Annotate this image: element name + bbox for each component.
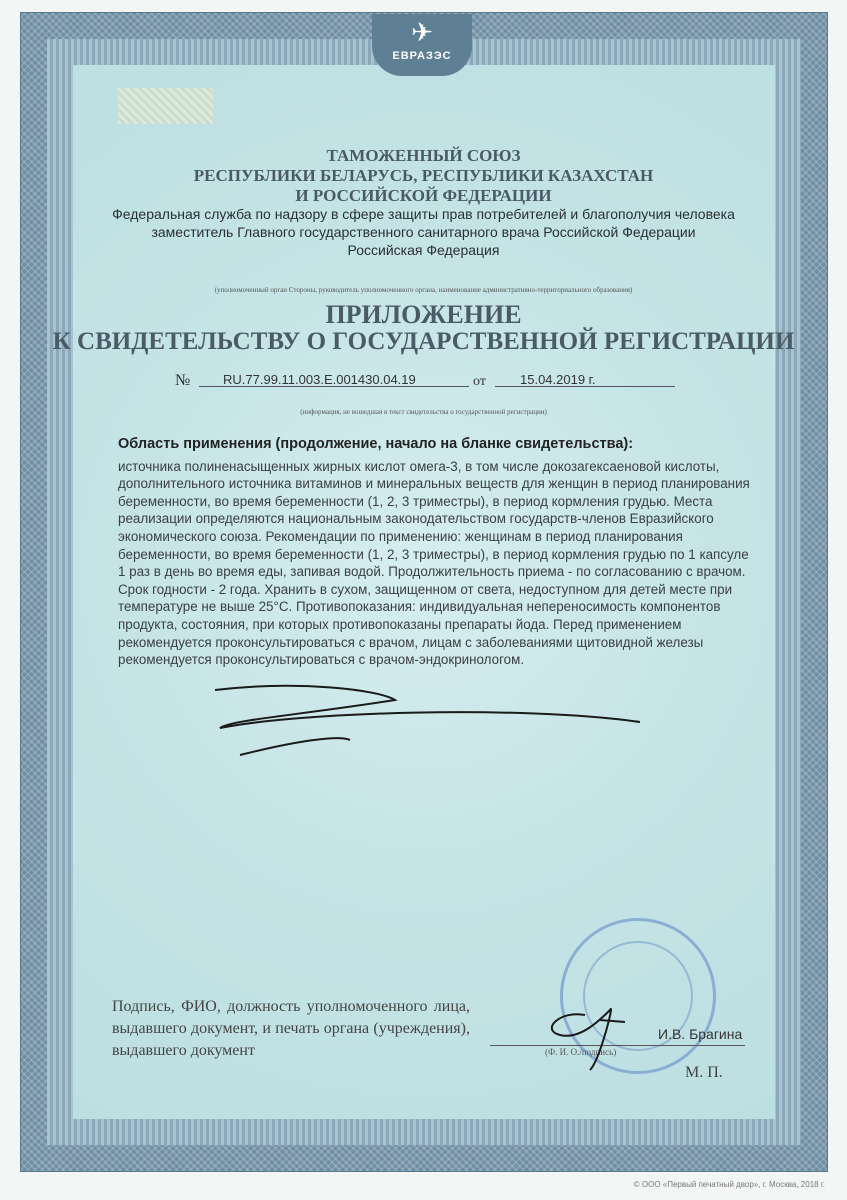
signature-caption: (Ф. И. О./подпись) bbox=[545, 1047, 617, 1057]
registration-caption: (информация, не вошедшая в текст свидетельства о государственной регистрации) bbox=[300, 408, 547, 416]
registration-date: 15.04.2019 г. bbox=[520, 372, 596, 387]
body-heading: Область применения (продолжение, начало на бланке свидетельства): bbox=[118, 436, 634, 452]
org-line-1: Федеральная служба по надзору в сфере защиты прав потребителей и благополучия человека bbox=[112, 206, 735, 222]
registration-number: RU.77.99.11.003.E.001430.04.19 bbox=[223, 372, 416, 387]
logo-emblem-icon: ✈ bbox=[411, 17, 433, 47]
title-line-2: К СВИДЕТЕЛЬСТВУ О ГОСУДАРСТВЕННОЙ РЕГИСТРАЦИИ bbox=[52, 328, 795, 355]
org-line-3: Российская Федерация bbox=[347, 242, 500, 258]
copyright: © ООО «Первый печатный двор», г. Москва, 2018 г. bbox=[633, 1180, 825, 1189]
date-label: от bbox=[473, 374, 486, 389]
title-line-1: ПРИЛОЖЕНИЕ bbox=[325, 300, 522, 329]
logo-text: ЕВРАЗЭС bbox=[392, 50, 452, 62]
stamp-place-mark: М. П. bbox=[685, 1064, 723, 1081]
signature-label: Подпись, ФИО, должность уполномоченного лица, выдавшего документ, и печать органа (учреждения), выдавшего документ bbox=[112, 998, 470, 1059]
org-line-2: заместитель Главного государственного санитарного врача Российской Федерации bbox=[151, 224, 696, 240]
header-line-1: ТАМОЖЕННЫЙ СОЮЗ bbox=[326, 146, 521, 165]
number-label: № bbox=[175, 372, 191, 389]
org-caption: (уполномоченный орган Стороны, руководитель уполномоченного органа, наименование административно-территориального образования) bbox=[214, 286, 633, 294]
signer-name: И.В. Брагина bbox=[658, 1026, 743, 1042]
header-line-2: РЕСПУБЛИКИ БЕЛАРУСЬ, РЕСПУБЛИКИ КАЗАХСТАН bbox=[193, 166, 654, 185]
header-line-3: И РОССИЙСКОЙ ФЕДЕРАЦИИ bbox=[295, 186, 552, 205]
body-text: источника полиненасыщенных жирных кислот омега-3, в том числе докозагексаеновой кислоты, дополнительного источника витаминов и минеральных веществ для женщин в период планирования беременности, во время беременности (1, 2, 3 триместры), в период кормления грудью. Места реализации определяются национальным законодательством государств-членов Евразийского экономического союза. Рекомендации по применению: женщинам в период планирования беременности, во время беременности (1, 2, 3 триместры), в период кормления грудью по 1 капсуле 1 раз в день во время еды, запивая водой. Продолжительность приема - по согласованию с врачом. Срок годности - 2 года. Хранить в сухом, защищенном от света, недоступном для детей месте при температуре не выше 25°С. Противопоказания: индивидуальная непереносимость компонентов продукта, состояния, при которых противопоказаны препараты йода. Перед применением рекомендуется проконсультироваться с врачом, лицам с заболеваниями щитовидной железы рекомендуется проконсультироваться с врачом-эндокринологом. bbox=[118, 458, 750, 668]
